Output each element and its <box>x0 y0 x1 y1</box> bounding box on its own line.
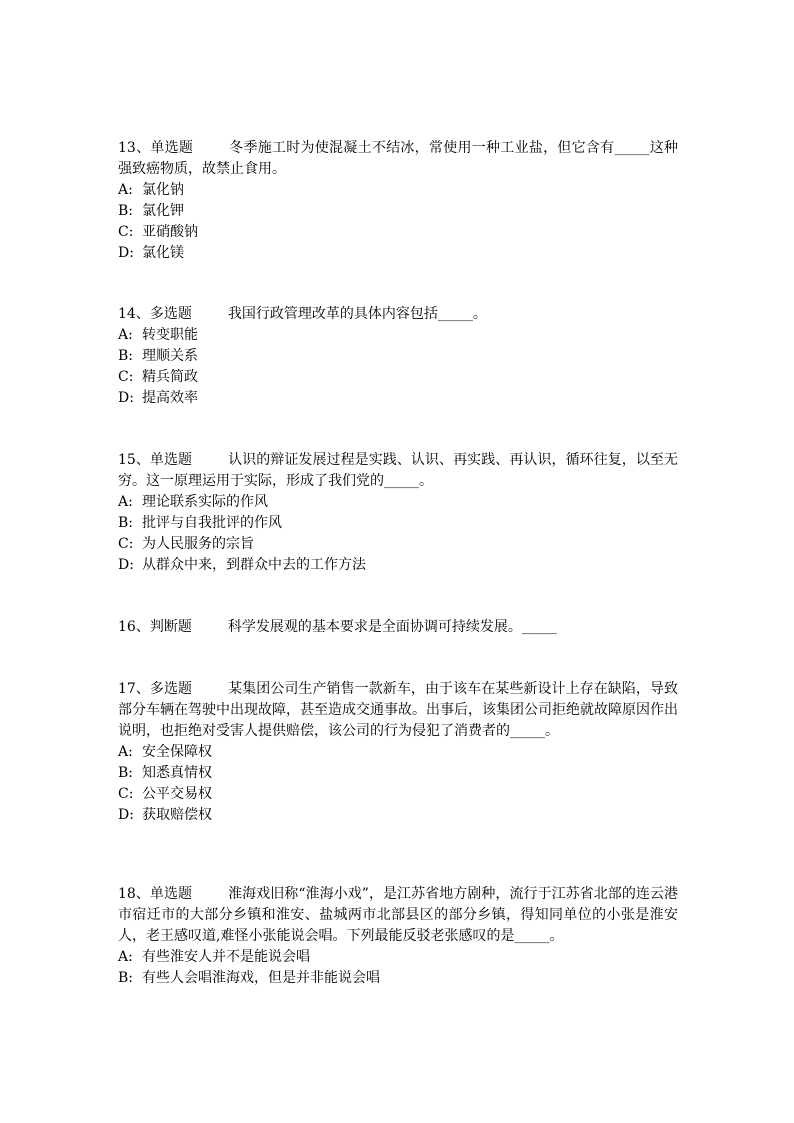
option-b <box>118 968 678 989</box>
option-text: 公平交易权 <box>142 786 212 802</box>
question-16 <box>118 617 678 638</box>
question-13 <box>118 138 678 264</box>
question-17 <box>118 679 678 826</box>
option-c <box>118 784 678 805</box>
option-letter: B: <box>118 970 134 986</box>
option-d <box>118 388 678 409</box>
option-text: 安全保障权 <box>142 744 212 760</box>
question-text: 我国行政管理改革的具体内容包括_____。 <box>227 306 487 322</box>
option-b <box>118 346 678 367</box>
option-b <box>118 513 678 534</box>
option-text: 理顺关系 <box>142 348 198 364</box>
option-text: 氯化钠 <box>142 182 184 198</box>
option-c <box>118 534 678 555</box>
option-letter: B: <box>118 348 134 364</box>
option-letter: A: <box>118 949 133 965</box>
option-c <box>118 222 678 243</box>
option-text: 氯化钾 <box>142 203 184 219</box>
option-b <box>118 763 678 784</box>
option-text: 有些人会唱淮海戏，但是并非能说会唱 <box>142 970 380 986</box>
option-text: 理论联系实际的作风 <box>142 494 268 510</box>
option-letter: D: <box>118 807 134 823</box>
option-text: 知悉真情权 <box>142 765 212 781</box>
question-stem <box>118 138 678 180</box>
question-stem <box>118 617 678 638</box>
option-text: 转变职能 <box>142 327 198 343</box>
option-d <box>118 805 678 826</box>
question-14 <box>118 304 678 409</box>
option-text: 提高效率 <box>142 390 198 406</box>
option-a <box>118 742 678 763</box>
option-text: 从群众中来，到群众中去的工作方法 <box>142 557 366 573</box>
question-number-type: 13、单选题 <box>118 140 194 156</box>
option-letter: C: <box>118 786 134 802</box>
question-number-type: 15、单选题 <box>118 452 193 468</box>
option-a <box>118 947 678 968</box>
option-a <box>118 180 678 201</box>
option-c <box>118 367 678 388</box>
option-text: 氯化镁 <box>142 245 184 261</box>
question-text: 某集团公司生产销售一款新车，由于该车在某些新设计上存在缺陷，导致部分车辆在驾驶中出现故障，甚至造成交通事故。出事后，该集团公司拒绝就故障原因作出说明，也拒绝对受害人提供赔偿，该公司的行为侵犯了消费者的_____。 <box>118 681 678 739</box>
question-stem <box>118 884 678 947</box>
option-letter: B: <box>118 765 134 781</box>
question-number-type: 16、判断题 <box>118 619 192 635</box>
option-text: 亚硝酸钠 <box>142 224 198 240</box>
option-letter: A: <box>118 494 133 510</box>
option-a <box>118 492 678 513</box>
option-a <box>118 325 678 346</box>
option-letter: B: <box>118 515 134 531</box>
question-text: 淮海戏旧称“淮海小戏”，是江苏省地方剧种，流行于江苏省北部的连云港市宿迁市的大部分乡镇和淮安、盐城两市北部县区的部分乡镇，得知同单位的小张是淮安人，老王感叹道,难怪小张能说会唱。下列最能反驳老张感叹的是_____。 <box>118 886 678 944</box>
question-number-type: 17、多选题 <box>118 681 193 697</box>
option-letter: D: <box>118 390 134 406</box>
question-text: 科学发展观的基本要求是全面协调可持续发展。_____ <box>227 619 557 635</box>
option-letter: A: <box>118 744 133 760</box>
option-d <box>118 555 678 576</box>
option-letter: C: <box>118 536 134 552</box>
option-letter: B: <box>118 203 134 219</box>
option-letter: D: <box>118 557 134 573</box>
question-number-type: 18、单选题 <box>118 886 193 902</box>
question-stem <box>118 679 678 742</box>
option-letter: C: <box>118 224 134 240</box>
question-18 <box>118 884 678 989</box>
option-letter: A: <box>118 182 133 198</box>
option-d <box>118 243 678 264</box>
question-text: 认识的辩证发展过程是实践、认识、再实践、再认识，循环往复，以至无穷。这一原理运用于实际，形成了我们党的_____。 <box>118 452 678 489</box>
option-letter: A: <box>118 327 133 343</box>
question-stem <box>118 450 678 492</box>
option-letter: D: <box>118 245 134 261</box>
option-letter: C: <box>118 369 134 385</box>
option-b <box>118 201 678 222</box>
option-text: 为人民服务的宗旨 <box>142 536 254 552</box>
question-number-type: 14、多选题 <box>118 306 192 322</box>
option-text: 精兵简政 <box>142 369 198 385</box>
question-stem <box>118 304 678 325</box>
question-text: 冬季施工时为使混凝土不结冰，常使用一种工业盐，但它含有_____这种强致癌物质，故禁止食用。 <box>118 140 678 177</box>
option-text: 有些淮安人并不是能说会唱 <box>142 949 310 965</box>
question-15 <box>118 450 678 576</box>
option-text: 批评与自我批评的作风 <box>142 515 282 531</box>
option-text: 获取赔偿权 <box>142 807 212 823</box>
